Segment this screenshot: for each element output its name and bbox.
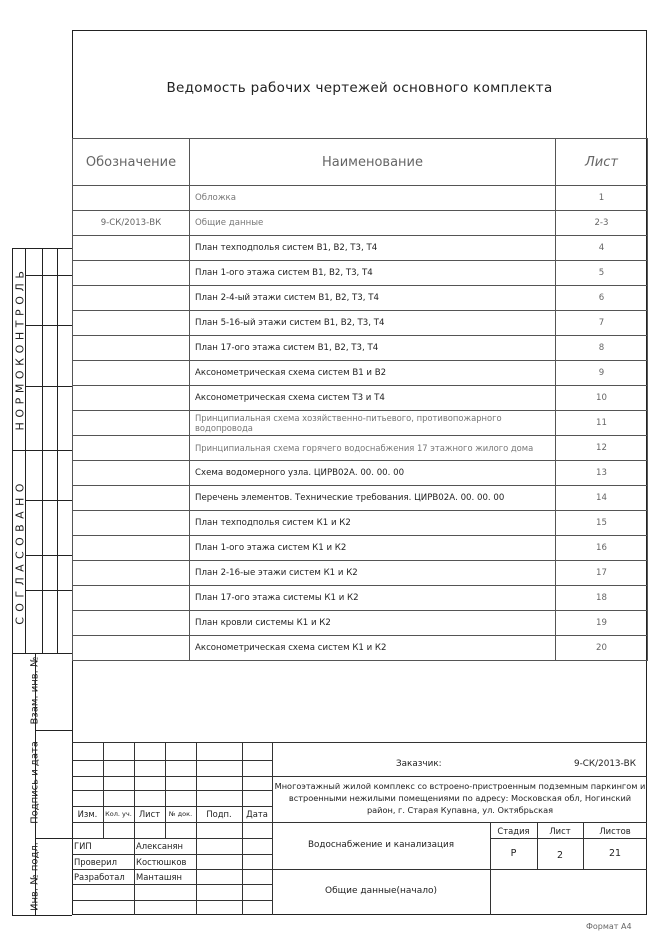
row-designation (73, 636, 190, 661)
row-name: План техподполья систем К1 и К2 (190, 511, 556, 536)
name-gip: Алексанян (136, 841, 184, 851)
row-sheet: 13 (556, 461, 648, 486)
row-sheet: 12 (556, 436, 648, 461)
row-designation (73, 561, 190, 586)
row-sheet: 5 (556, 261, 648, 286)
row-name: План 2-16-ые этажи систем К1 и К2 (190, 561, 556, 586)
hdr-data: Дата (246, 809, 268, 819)
table-row (73, 436, 648, 461)
row-name: План 1-ого этажа систем К1 и К2 (190, 536, 556, 561)
hdr-list: Лист (138, 809, 161, 819)
table-row (73, 511, 648, 536)
project-code: 9-СК/2013-ВК (574, 759, 636, 769)
normocontrol-label: НОРМОКОНТРОЛЬ (13, 266, 27, 431)
table-row (73, 386, 648, 411)
row-designation (73, 236, 190, 261)
row-sheet: 17 (556, 561, 648, 586)
row-name: Аксонометрическая схема систем В1 и В2 (190, 361, 556, 386)
table-header (73, 139, 648, 186)
row-designation (73, 461, 190, 486)
row-designation (73, 436, 190, 461)
row-designation (73, 586, 190, 611)
row-sheet: 2-3 (556, 211, 648, 236)
row-name: План кровли системы К1 и К2 (190, 611, 556, 636)
table-row (73, 636, 648, 661)
table-row (73, 186, 648, 211)
table-row (73, 586, 648, 611)
row-name: Обложка (190, 186, 556, 211)
row-name: Схема водомерного узла. ЦИРВ02А. 00. 00. 00 (190, 461, 556, 486)
col-name: Наименование (190, 139, 556, 186)
row-designation (73, 361, 190, 386)
row-designation (73, 411, 190, 436)
row-name: План 17-ого этажа систем В1, В2, Т3, Т4 (190, 336, 556, 361)
row-name: План техподполья систем В1, В2, Т3, Т4 (190, 236, 556, 261)
row-sheet: 8 (556, 336, 648, 361)
section-name: Водоснабжение и канализация (307, 840, 455, 850)
row-sheet: 7 (556, 311, 648, 336)
customer-label: Заказчик: (396, 759, 442, 769)
row-sheet: 1 (556, 186, 648, 211)
row-sheet: 9 (556, 361, 648, 386)
table-row (73, 536, 648, 561)
row-name: Аксонометрическая схема систем Т3 и Т4 (190, 386, 556, 411)
row-sheet: 4 (556, 236, 648, 261)
table-row (73, 561, 648, 586)
table-row (73, 361, 648, 386)
row-designation (73, 486, 190, 511)
sign-date-label: Подпись и дата (29, 741, 41, 824)
name-developed: Манташян (136, 872, 183, 882)
project-description: Многоэтажный жилой комплекс со встроено-пристроенным подземным паркингом и встроенными нежилыми помещениями по адресу: Московская обл, Ногинский район, г. Старая Купавна, ул. Октябрьская (274, 781, 646, 815)
sheets-label: Листов (599, 826, 631, 836)
table-row (73, 311, 648, 336)
role-developed: Разработал (74, 872, 125, 882)
name-checked: Костюшков (136, 857, 187, 867)
row-name: Принципиальная схема хозяйственно-питьевого, противопожарного водопровода (190, 411, 556, 436)
table-row (73, 461, 648, 486)
table-row (73, 261, 648, 286)
role-gip: ГИП (74, 841, 92, 851)
row-designation (73, 336, 190, 361)
row-designation (73, 386, 190, 411)
row-name: Перечень элементов. Технические требования. ЦИРВ02А. 00. 00. 00 (190, 486, 556, 511)
hdr-podp: Подп. (206, 809, 232, 819)
hdr-izm: Изм. (77, 809, 98, 819)
row-sheet: 19 (556, 611, 648, 636)
document-title: Ведомость рабочих чертежей основного комплекта (166, 80, 553, 96)
col-designation: Обозначение (73, 139, 190, 186)
row-name: Общие данные (190, 211, 556, 236)
row-name: План 2-4-ый этажи систем В1, В2, Т3, Т4 (190, 286, 556, 311)
row-sheet: 20 (556, 636, 648, 661)
row-designation (73, 611, 190, 636)
table-row (73, 411, 648, 436)
table-row (73, 486, 648, 511)
table-row (73, 611, 648, 636)
row-sheet: 11 (556, 411, 648, 436)
row-name: План 5-16-ый этажи систем В1, В2, Т3, Т4 (190, 311, 556, 336)
row-designation (73, 261, 190, 286)
row-designation (73, 511, 190, 536)
table-row (73, 286, 648, 311)
row-name: Принципиальная схема горячего водоснабжения 17 этажного жилого дома (190, 436, 556, 461)
row-designation (73, 286, 190, 311)
row-designation: 9-СК/2013-ВК (73, 211, 190, 236)
table-row (73, 336, 648, 361)
row-designation (73, 311, 190, 336)
row-sheet: 18 (556, 586, 648, 611)
sheet-value: 2 (556, 850, 564, 861)
row-sheet: 16 (556, 536, 648, 561)
row-sheet: 6 (556, 286, 648, 311)
col-sheet: Лист (556, 139, 648, 186)
row-name: Аксонометрическая схема систем К1 и К2 (190, 636, 556, 661)
row-designation (73, 536, 190, 561)
row-name: План 1-ого этажа систем В1, В2, Т3, Т4 (190, 261, 556, 286)
row-designation (73, 186, 190, 211)
hdr-kol: Кол. уч. (105, 810, 132, 818)
row-sheet: 14 (556, 486, 648, 511)
role-checked: Проверил (74, 857, 117, 867)
inv-orig-label: Инв. № подл. (29, 842, 41, 911)
hdr-ndok: № док. (168, 810, 193, 818)
agreed-label: СОГЛАСОВАНО (13, 478, 27, 625)
drawings-table (72, 138, 648, 661)
sheet-label: Лист (549, 826, 571, 836)
stage-value: Р (510, 848, 517, 859)
inv-replace-label: Взам. инв. № (29, 656, 41, 725)
row-sheet: 15 (556, 511, 648, 536)
format-label: Формат А4 (586, 922, 632, 931)
sheet-title: Общие данные(начало) (324, 886, 438, 896)
table-row (73, 236, 648, 261)
table-row (73, 211, 648, 236)
sheets-value: 21 (608, 848, 622, 859)
row-name: План 17-ого этажа системы К1 и К2 (190, 586, 556, 611)
row-sheet: 10 (556, 386, 648, 411)
stage-label: Стадия (497, 826, 530, 836)
